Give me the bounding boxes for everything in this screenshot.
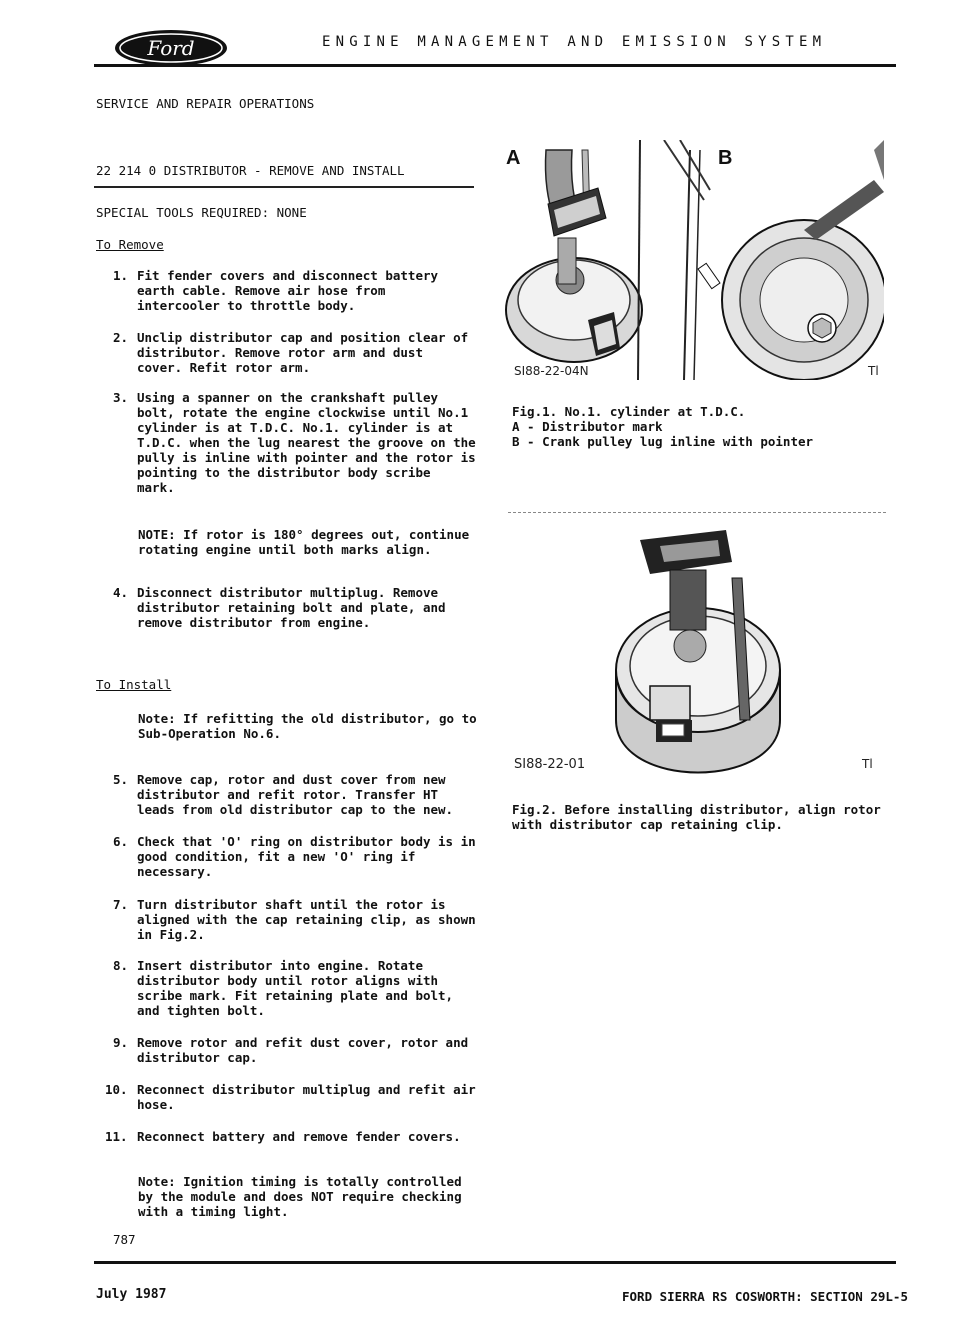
step-text: Insert distributor into engine. Rotate distributor body until rotor aligns with scribe mark. Fit retaining plate and bolt, and tighten bolt. [137,958,454,1018]
fig2-corner-mark: Tl [862,757,873,771]
step-text: Check that 'O' ring on distributor body is in good condition, fit a new 'O' ring if necessary. [137,834,476,879]
step-number: 4. [113,585,129,600]
step-number: 1. [113,268,129,283]
special-tools: SPECIAL TOOLS REQUIRED: NONE [96,205,307,220]
step-number: 5. [113,772,129,787]
step-number: 11. [105,1129,128,1144]
ford-logo [113,28,229,68]
page-number: 787 [113,1232,136,1247]
step-number: 6. [113,834,129,849]
figure-divider [508,512,886,513]
fig1-label-a: A [506,147,521,169]
note-rotor: NOTE: If rotor is 180° degrees out, continue rotating engine until both marks align. [138,527,470,557]
ford-logo-text: Ford [147,36,195,60]
step-text: Fit fender covers and disconnect battery earth cable. Remove air hose from intercooler to throttle body. [137,268,439,313]
figure-1-caption: Fig.1. No.1. cylinder at T.D.C. A - Distributor mark B - Crank pulley lug inline with pointer [512,404,814,449]
fig2-code: SI88-22-01 [514,757,586,772]
footer-rule [94,1261,896,1264]
step-text: Reconnect battery and remove fender covers. [137,1129,461,1144]
step-text: Disconnect distributor multiplug. Remove distributor retaining bolt and plate, and remove distributor from engine. [137,585,446,630]
header-rule [94,64,896,67]
step-text: Remove cap, rotor and dust cover from new distributor and refit rotor. Transfer HT leads from old distributor cap to the new. [137,772,454,817]
figure-2-photo [510,520,880,780]
figure-1-photo [504,140,884,380]
step-number: 9. [113,1035,129,1050]
step-number: 8. [113,958,129,973]
step-text: Remove rotor and refit dust cover, rotor and distributor cap. [137,1035,469,1065]
step-text: Using a spanner on the crankshaft pulley bolt, rotate the engine clockwise until No.1 cylinder is at T.D.C. No.1. cylinder is at T.D.C. when the lug nearest the groove on the pully is inline with pointer and the rotor is pointing to the distributor body scribe mark. [137,390,476,495]
step-text: Unclip distributor cap and position clear of distributor. Remove rotor arm and dust cover. Refit rotor arm. [137,330,469,375]
step-number: 10. [105,1082,128,1097]
note-ignition: Note: Ignition timing is totally controlled by the module and does NOT require checking with a timing light. [138,1174,462,1219]
procedure-title: 22 214 0 DISTRIBUTOR - REMOVE AND INSTALL [96,163,405,178]
fig1-code: SI88-22-04N [514,364,589,378]
document-title: ENGINE MANAGEMENT AND EMISSION SYSTEM [322,34,827,50]
figure-2-caption: Fig.2. Before installing distributor, align rotor with distributor cap retaining clip. [512,802,881,832]
footer-date: July 1987 [96,1287,167,1302]
step-text: Reconnect distributor multiplug and refit air hose. [137,1082,476,1112]
fig1-label-b: B [718,147,733,169]
step-number: 3. [113,390,129,405]
install-heading: To Install [96,677,172,692]
note-refit: Note: If refitting the old distributor, go to Sub-Operation No.6. [138,711,477,741]
procedure-rule [94,186,474,188]
step-number: 7. [113,897,129,912]
step-text: Turn distributor shaft until the rotor is aligned with the cap retaining clip, as shown in Fig.2. [137,897,476,942]
fig1-corner-mark: Tl [868,364,879,378]
step-number: 2. [113,330,129,345]
remove-heading: To Remove [96,237,164,252]
footer-section: FORD SIERRA RS COSWORTH: SECTION 29L-5 [622,1289,908,1304]
section-subtitle: SERVICE AND REPAIR OPERATIONS [96,96,315,111]
